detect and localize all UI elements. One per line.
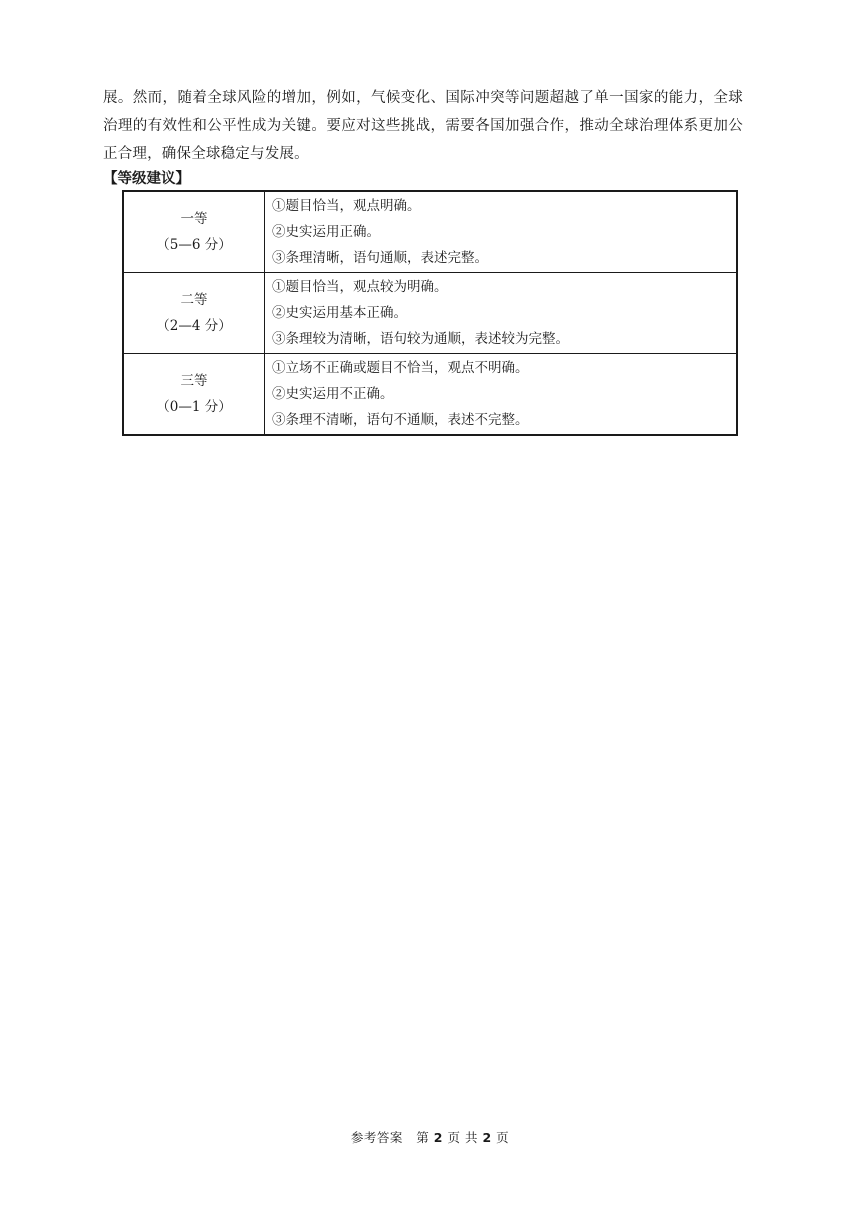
level-name: 一等 (180, 211, 208, 227)
table-row (123, 191, 737, 273)
criterion-item: ③条理不清晰，语句不通顺，表述不完整。 (272, 412, 529, 428)
footer-page-total: 2 (482, 1130, 492, 1145)
criterion-item: ①题目恰当，观点明确。 (272, 198, 421, 214)
level-range: （5—6 分） (156, 237, 232, 253)
criterion-item: ①立场不正确或题目不恰当，观点不明确。 (272, 360, 529, 376)
body-paragraph: 展。然而，随着全球风险的增加，例如，气候变化、国际冲突等问题超越了单一国家的能力，全球治理的有效性和公平性成为关键。要应对这些挑战，需要各国加强合作，推动全球治理体系更加公正合理，确保全球稳定与发展。 (103, 90, 743, 162)
criterion-item: ③条理较为清晰，语句较为通顺，表述较为完整。 (272, 331, 569, 347)
criteria-cell (265, 191, 738, 273)
table-row (123, 273, 737, 354)
level-cell (123, 354, 265, 436)
footer-page-unit: 页 (447, 1130, 461, 1145)
criterion-item: ②史实运用基本正确。 (272, 305, 407, 321)
level-range: （0—1 分） (156, 399, 232, 415)
footer-label: 参考答案 (350, 1130, 403, 1145)
table-row (123, 354, 737, 436)
criterion-item: ②史实运用正确。 (272, 224, 380, 240)
grade-table (122, 190, 738, 436)
level-range: （2—4 分） (156, 318, 232, 334)
level-cell (123, 191, 265, 273)
section-heading: 【等级建议】 (103, 171, 190, 187)
criterion-item: ②史实运用不正确。 (272, 386, 394, 402)
footer-page-prefix: 第 (416, 1130, 430, 1145)
level-name: 三等 (180, 373, 208, 389)
criterion-item: ③条理清晰，语句通顺，表述完整。 (272, 250, 488, 266)
criteria-cell (265, 354, 738, 436)
criteria-cell (265, 273, 738, 354)
level-cell (123, 273, 265, 354)
footer-page-current: 2 (433, 1130, 443, 1145)
page-footer (0, 1128, 860, 1146)
criterion-item: ①题目恰当，观点较为明确。 (272, 279, 448, 295)
level-name: 二等 (180, 292, 208, 308)
footer-total-prefix: 共 (464, 1130, 478, 1145)
footer-total-unit: 页 (496, 1130, 510, 1145)
